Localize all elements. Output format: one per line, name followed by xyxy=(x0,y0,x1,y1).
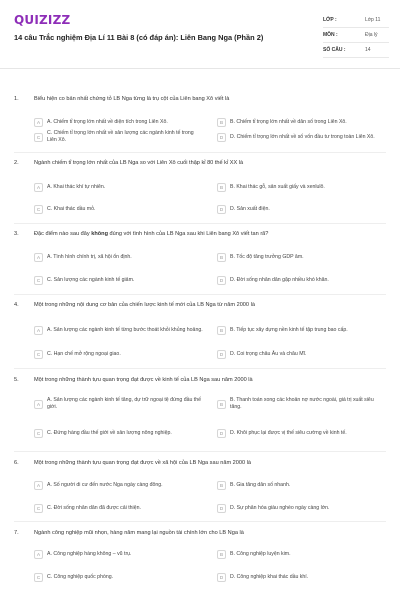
question-divider xyxy=(14,451,386,452)
question-number: 7. xyxy=(14,530,19,536)
option-text: D. Coi trọng châu Âu và châu Mĩ. xyxy=(230,350,307,357)
option-letter: D xyxy=(217,133,226,142)
option-a[interactable] xyxy=(34,393,204,415)
option-text: C. Hạn chế mở rộng ngoại giao. xyxy=(47,350,121,357)
option-letter: D xyxy=(217,504,226,513)
question-divider xyxy=(14,152,386,153)
meta-value: 14 xyxy=(365,47,371,53)
meta-value: Địa lý xyxy=(365,32,378,38)
question-divider xyxy=(14,223,386,224)
document-title: 14 câu Trắc nghiệm Địa Lí 11 Bài 8 (có đáp án): Liên Bang Nga (Phần 2) xyxy=(14,33,264,42)
option-letter: C xyxy=(34,504,43,513)
question-text: Một trong những thành tựu quan trọng đạt được về xã hội của LB Nga sau năm 2000 là xyxy=(34,460,252,466)
option-letter: B xyxy=(217,253,226,262)
option-letter: C xyxy=(34,276,43,285)
option-c[interactable] xyxy=(34,202,204,216)
question-text: Một trong những thành tựu quan trọng đạt được về kinh tế của LB Nga sau năm 2000 là xyxy=(34,377,253,383)
option-letter: C xyxy=(34,133,43,142)
question-divider xyxy=(14,368,386,369)
option-letter: A xyxy=(34,481,43,490)
option-letter: B xyxy=(217,400,226,409)
option-letter: B xyxy=(217,550,226,559)
option-letter: B xyxy=(217,183,226,192)
meta-row-grade xyxy=(323,13,389,28)
question-text: Ngành công nghiệp mũi nhọn, hàng năm mang lại nguồn tài chính lớn cho LB Nga là xyxy=(34,530,244,536)
option-c[interactable] xyxy=(34,126,204,148)
meta-value: Lớp 11 xyxy=(365,17,381,23)
option-text: B. Khai thác gỗ, sản xuất giấy và xenlulô. xyxy=(230,183,325,190)
option-d[interactable] xyxy=(217,422,385,444)
option-letter: B xyxy=(217,118,226,127)
option-c[interactable] xyxy=(34,570,204,584)
option-text: B. Chiếm tỉ trọng lớn nhất về dân số trong Liên Xô. xyxy=(230,118,347,125)
meta-box xyxy=(323,13,389,58)
option-d[interactable] xyxy=(217,347,385,361)
option-text: A. Sản lượng các ngành kinh tế từng bước thoát khỏi khủng hoảng. xyxy=(47,326,203,333)
option-c[interactable] xyxy=(34,422,204,444)
question-number: 2. xyxy=(14,160,19,166)
option-d[interactable] xyxy=(217,273,385,287)
question-number: 1. xyxy=(14,96,19,102)
option-letter: C xyxy=(34,350,43,359)
option-letter: A xyxy=(34,253,43,262)
header-divider xyxy=(0,68,400,69)
option-b[interactable] xyxy=(217,319,385,341)
quizizz-logo: QUIZIZZ xyxy=(14,13,71,27)
option-c[interactable] xyxy=(34,501,204,515)
option-text: A. Khai thác khí tự nhiên. xyxy=(47,183,106,190)
option-b[interactable] xyxy=(217,180,385,194)
option-text: B. Công nghiệp luyện kim. xyxy=(230,550,291,557)
option-a[interactable] xyxy=(34,547,204,561)
question-number: 6. xyxy=(14,460,19,466)
question-text-part: Đặc điểm nào sau đây xyxy=(34,231,92,237)
option-d[interactable] xyxy=(217,126,385,148)
meta-label: LỚP : xyxy=(323,17,337,23)
option-text: D. Công nghiệp khai thác dầu khí. xyxy=(230,573,309,580)
meta-label: MÔN : xyxy=(323,32,338,38)
option-b[interactable] xyxy=(217,250,385,264)
option-text: A. Số người di cư đến nước Nga ngày càng đông. xyxy=(47,481,163,488)
option-text: A. Chiếm tỉ trọng lớn nhất về diện tích trong Liên Xô. xyxy=(47,118,168,125)
option-text: D. Chiếm tỉ trọng lớn nhất về số vốn đầu tư trong toàn Liên Xô. xyxy=(230,133,375,140)
option-c[interactable] xyxy=(34,347,204,361)
option-letter: D xyxy=(217,350,226,359)
question-number: 5. xyxy=(14,377,19,383)
option-d[interactable] xyxy=(217,501,385,515)
option-letter: C xyxy=(34,429,43,438)
option-letter: C xyxy=(34,205,43,214)
option-letter: A xyxy=(34,118,43,127)
option-d[interactable] xyxy=(217,570,385,584)
option-letter: B xyxy=(217,326,226,335)
question-text: Ngành chiếm tỉ trọng lớn nhất của LB Nga so với Liên Xô cuối thập kỉ 80 thế kỉ XX là xyxy=(34,160,244,166)
meta-label: SỐ CÂU : xyxy=(323,47,346,53)
option-c[interactable] xyxy=(34,273,204,287)
option-text: C. Công nghiệp quốc phòng. xyxy=(47,573,114,580)
question-text-emphasis: không xyxy=(91,231,108,237)
question-number: 3. xyxy=(14,231,19,237)
option-a[interactable] xyxy=(34,250,204,264)
option-text: B. Thanh toán xong các khoản nợ nước ngoài, giá trị xuất siêu tăng. xyxy=(230,397,374,410)
question-number: 4. xyxy=(14,302,19,308)
option-text: B. Tiếp tục xây dựng nền kinh tế tập trung bao cấp. xyxy=(230,326,348,333)
question-text-part: đúng với tình hình của LB Nga sau khi Liên bang Xô viết tan rã? xyxy=(108,231,269,237)
option-text: B. Tốc độ tăng trưởng GDP âm. xyxy=(230,253,304,260)
option-text: D. Sự phân hóa giàu nghèo ngày càng lớn. xyxy=(230,504,330,511)
option-text: D. Sản xuất điện. xyxy=(230,205,270,212)
option-b[interactable] xyxy=(217,547,385,561)
question-text: Biểu hiện co bản nhất chứng tỏ LB Nga từng là trụ cột của Liên bang Xô viết là xyxy=(34,96,230,102)
option-letter: C xyxy=(34,573,43,582)
option-letter: D xyxy=(217,573,226,582)
question-divider xyxy=(14,294,386,295)
option-text: C. Sản lượng các ngành kinh tế giảm. xyxy=(47,276,135,283)
meta-row-count xyxy=(323,43,389,58)
question-divider xyxy=(14,521,386,522)
option-text: B. Gia tăng dân số nhanh. xyxy=(230,481,291,488)
option-text: C. Khai thác dầu mỏ. xyxy=(47,205,96,212)
question-text: Một trong những nội dung cơ bản của chiến lược kinh tế mới của LB Nga từ năm 2000 là xyxy=(34,302,255,308)
option-text: A. Công nghiệp hàng không – vũ trụ. xyxy=(47,550,132,557)
option-letter: D xyxy=(217,205,226,214)
option-text: D. Khôi phục lại được vị thế siêu cường về kinh tế. xyxy=(230,429,347,436)
option-letter: B xyxy=(217,481,226,490)
option-d[interactable] xyxy=(217,202,385,216)
document-header xyxy=(0,0,400,68)
option-text: A. Tình hình chính trị, xã hội ổn định. xyxy=(47,253,132,260)
option-a[interactable] xyxy=(34,319,204,341)
option-a[interactable] xyxy=(34,478,204,492)
option-letter: A xyxy=(34,550,43,559)
option-b[interactable] xyxy=(217,393,385,415)
option-a[interactable] xyxy=(34,180,204,194)
option-letter: D xyxy=(217,276,226,285)
option-text: A. Sản lượng các ngành kinh tế tăng, dự trữ ngoại tệ đứng đầu thế giới. xyxy=(47,397,201,410)
option-b[interactable] xyxy=(217,478,385,492)
option-text: C. Đứng hàng đầu thế giới về sản lượng nông nghiệp. xyxy=(47,429,172,436)
option-text: C. Chiếm tỉ trọng lớn nhất về sản lượng các ngành kinh tế trong Liên Xô. xyxy=(47,130,194,143)
question-text xyxy=(34,231,384,237)
option-letter: A xyxy=(34,400,43,409)
option-letter: D xyxy=(217,429,226,438)
option-letter: A xyxy=(34,326,43,335)
option-letter: A xyxy=(34,183,43,192)
option-text: D. Đời sống nhân dân gặp nhiều khó khăn. xyxy=(230,276,329,283)
option-text: C. Đời sống nhân dân đã được cải thiện. xyxy=(47,504,141,511)
meta-row-subject xyxy=(323,28,389,43)
